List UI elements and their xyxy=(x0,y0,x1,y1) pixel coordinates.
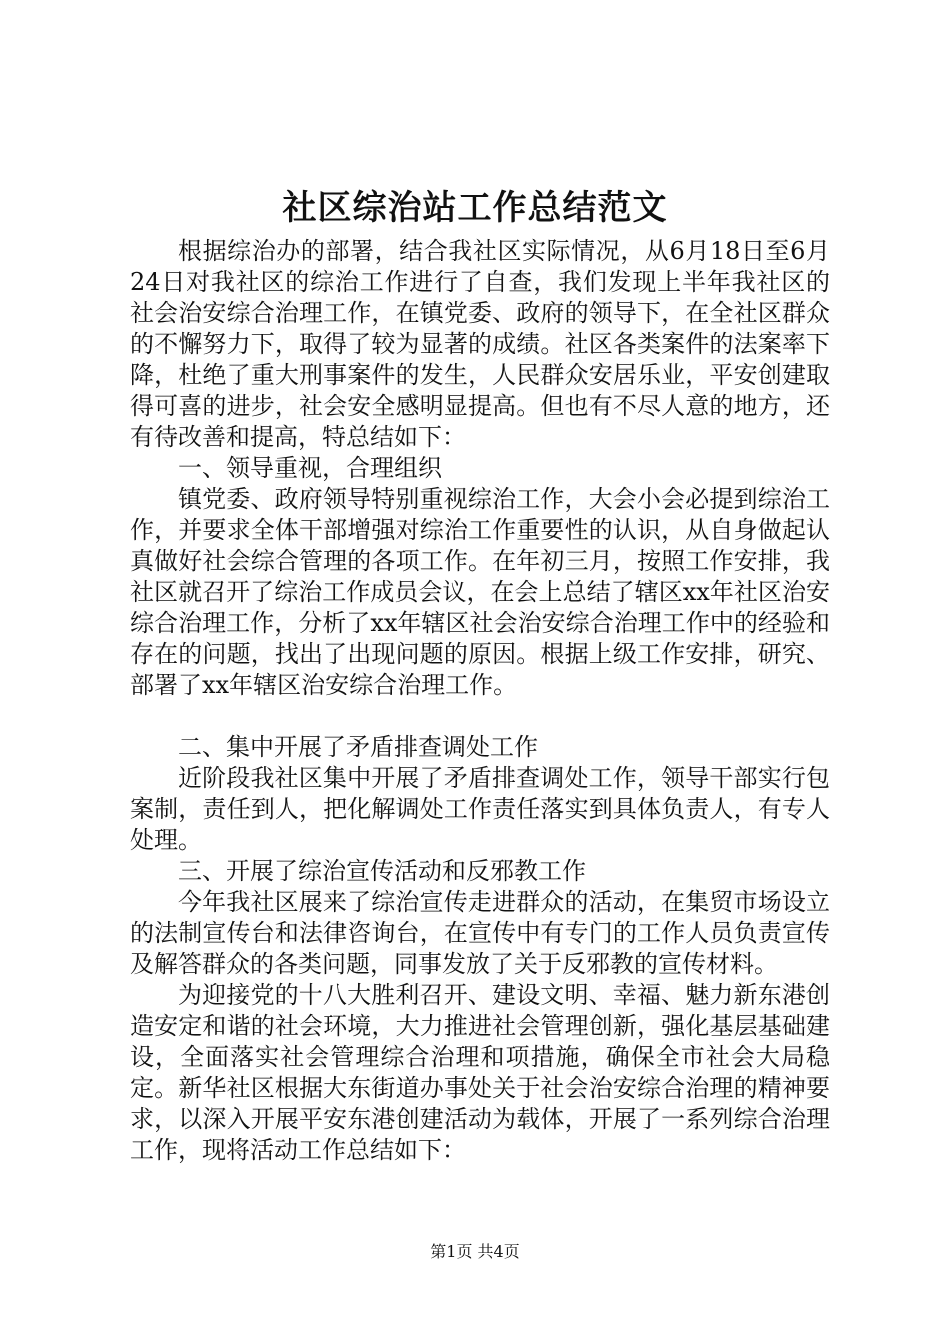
document-body xyxy=(130,236,830,1166)
document-title: 社区综治站工作总结范文 xyxy=(282,188,668,228)
paragraph-intro: 根据综治办的部署，结合我社区实际情况，从6月18日至6月24日对我社区的综治工作进行了自查，我们发现上半年我社区的社会治安综合治理工作，在镇党委、政府的领导下，在全社区群众的不懈努力下，取得了较为显著的成绩。社区各类案件的法案率下降，杜绝了重大刑事案件的发生，人民群众安居乐业，平安创建取得可喜的进步，社会安全感明显提高。但也有不尽人意的地方，还有待改善和提高，特总结如下： xyxy=(130,237,830,451)
page-footer: 第1页 共4页 xyxy=(430,1242,520,1261)
paragraph-section-1: 镇党委、政府领导特别重视综治工作，大会小会必提到综治工作，并要求全体干部增强对综治工作重要性的认识，从自身做起认真做好社会综合管理的各项工作。在年初三月，按照工作安排，我社区就召开了综治工作成员会议，在会上总结了辖区xx年社区治安综合治理工作，分析了xx年辖区社会治安综合治理工作中的经验和存在的问题，找出了出现问题的原因。根据上级工作安排，研究、部署了xx年辖区治安综合治理工作。 xyxy=(130,485,830,699)
paragraph-section-3: 今年我社区展来了综治宣传走进群众的活动，在集贸市场设立的法制宣传台和法律咨询台，在宣传中有专门的工作人员负责宣传及解答群众的各类问题，同事发放了关于反邪教的宣传材料。 xyxy=(130,888,830,978)
paragraph-section-2: 近阶段我社区集中开展了矛盾排查调处工作，领导干部实行包案制，责任到人，把化解调处工作责任落实到具体负责人，有专人处理。 xyxy=(130,764,830,854)
section-heading-3: 三、开展了综治宣传活动和反邪教工作 xyxy=(178,857,586,885)
section-heading-1: 一、领导重视，合理组织 xyxy=(178,454,442,482)
section-heading-2: 二、集中开展了矛盾排查调处工作 xyxy=(178,733,538,761)
paragraph-closing: 为迎接党的十八大胜利召开、建设文明、幸福、魅力新东港创造安定和谐的社会环境，大力推进社会管理创新，强化基层基础建设，全面落实社会管理综合治理和项措施，确保全市社会大局稳定。新华社区根据大东街道办事处关于社会治安综合治理的精神要求，以深入开展平安东港创建活动为载体，开展了一系列综合治理工作，现将活动工作总结如下： xyxy=(130,981,830,1164)
